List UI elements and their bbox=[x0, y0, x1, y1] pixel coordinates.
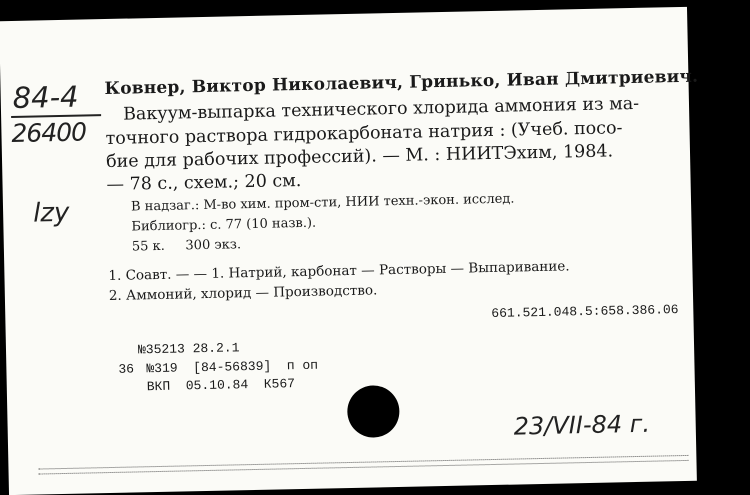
punched-hole bbox=[347, 385, 400, 438]
handwritten-date: 23/VII-84 г. bbox=[513, 409, 651, 441]
title-line-2: точного раствора гидрокарбоната натрия : (Учеб. посо- bbox=[105, 118, 623, 150]
registry-line-3: ВКП 05.10.84 К567 bbox=[146, 376, 296, 395]
registry-line-2: №319 [84-56839] п оп bbox=[146, 357, 319, 377]
title-line-3: бие для рабочих профессий). — М. : НИИТЭхим, 1984. bbox=[105, 141, 614, 173]
registry-number-36: 36 bbox=[118, 361, 135, 377]
price-and-run: 55 к. 300 экз. bbox=[131, 237, 242, 255]
shelfmark-line2: 26400 bbox=[11, 117, 87, 149]
registry-line-1: №35213 28.2.1 bbox=[137, 340, 240, 358]
authors-heading: Ковнер, Виктор Николаевич, Гринько, Иван Дмитриевич. bbox=[104, 66, 699, 100]
note-header: В надзаг.: М-во хим. пром-сти, НИИ техн.-экон. исслед. bbox=[130, 191, 515, 215]
classification-index: 661.521.048.5:658.386.06 bbox=[491, 302, 679, 322]
catalog-card bbox=[0, 7, 697, 495]
subjects-line-1: 1. Соавт. — — 1. Натрий, карбонат — Растворы — Выпаривание. bbox=[108, 258, 570, 285]
subjects-line-2: 2. Аммоний, хлорид — Производство. bbox=[108, 282, 378, 305]
title-line-1: Вакуум-выпарка технического хлорида аммония из ма- bbox=[122, 93, 640, 125]
shelfmark-line1: 84-4 bbox=[12, 79, 79, 115]
side-handwritten-mark: lzy bbox=[32, 197, 70, 229]
extent-line: — 78 с., схем.; 20 см. bbox=[106, 170, 302, 196]
bibliography-note: Библиогр.: с. 77 (10 назв.). bbox=[131, 215, 317, 235]
